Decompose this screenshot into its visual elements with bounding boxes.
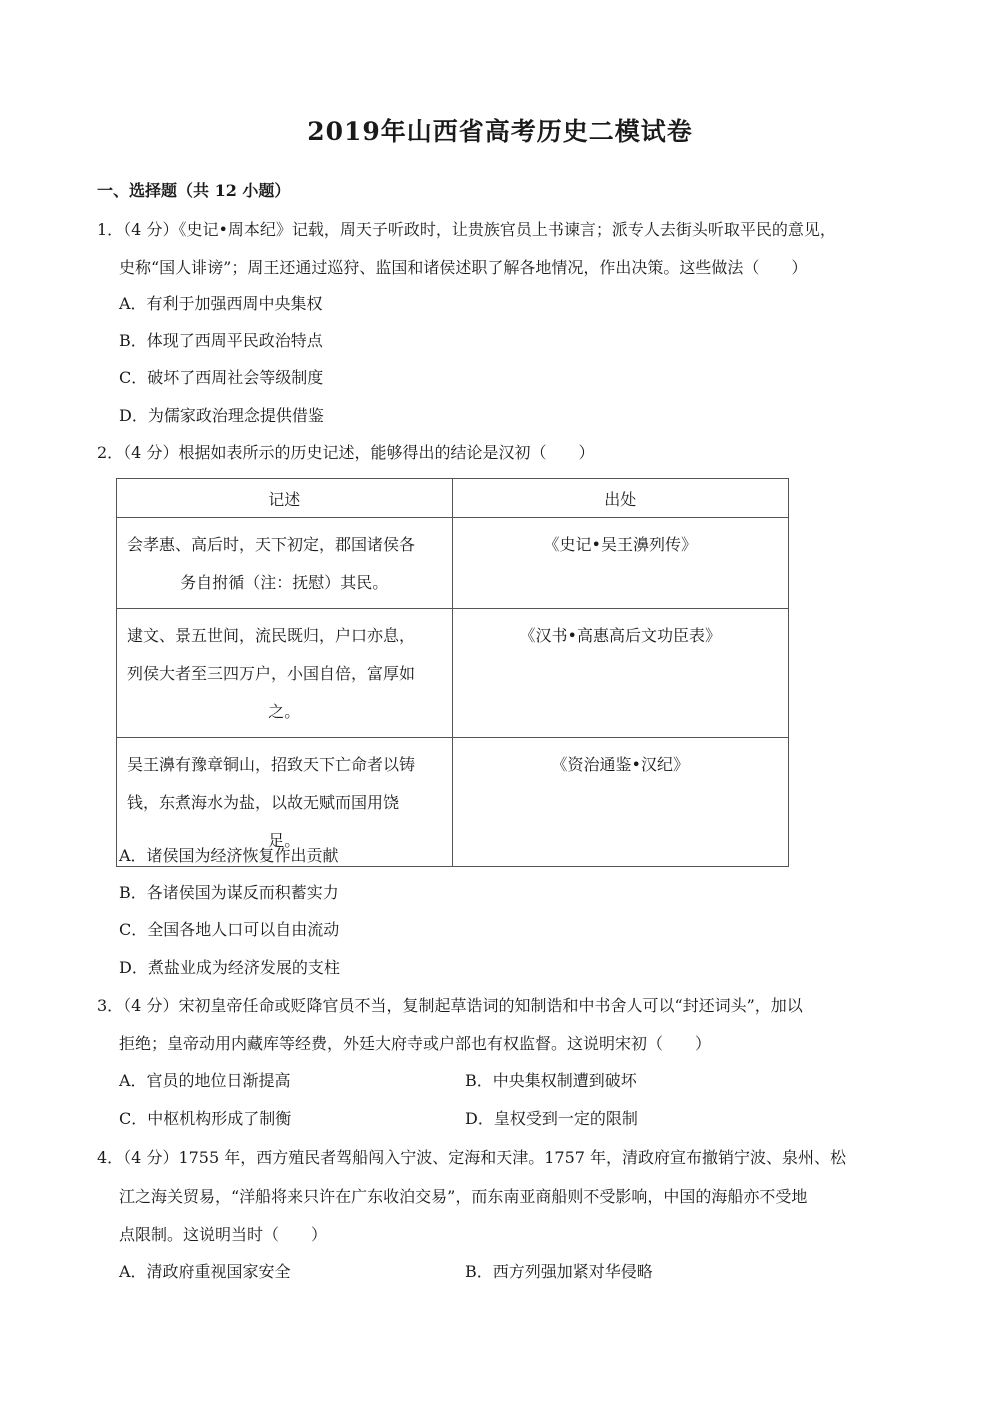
question-1-option-c[interactable]: C．破坏了西周社会等级制度 xyxy=(119,368,324,387)
question-4-line-2: 江之海关贸易，“洋船将来只许在广东收泊交易”，而东南亚商船则不受影响，中国的海船亦不受地 xyxy=(119,1187,808,1206)
record-text-line: 钱，东煮海水为盐，以故无赋而国用饶 xyxy=(127,793,400,812)
table-cell-record xyxy=(117,518,453,609)
question-3-option-c[interactable]: C．中枢机构形成了制衡 xyxy=(119,1109,292,1128)
table-header-record: 记述 xyxy=(117,479,453,518)
question-2-option-b[interactable]: B．各诸侯国为谋反而积蓄实力 xyxy=(119,883,339,902)
question-2-option-a[interactable]: A．诸侯国为经济恢复作出贡献 xyxy=(119,846,339,865)
question-2-option-c[interactable]: C．全国各地人口可以自由流动 xyxy=(119,920,340,939)
record-text-line: 逮文、景五世间，流民既归，户口亦息， xyxy=(127,626,416,645)
table-cell-source: 《汉书•高惠高后文功臣表》 xyxy=(452,609,788,738)
question-2-line-1: 2．（4 分）根据如表所示的历史记述，能够得出的结论是汉初（ ） xyxy=(97,443,595,462)
record-text-line: 之。 xyxy=(268,702,301,721)
question-1-option-b[interactable]: B．体现了西周平民政治特点 xyxy=(119,331,323,350)
history-table xyxy=(116,478,789,867)
question-4-option-a[interactable]: A．清政府重视国家安全 xyxy=(119,1262,291,1281)
section-heading: 一、选择题（共 12 小题） xyxy=(97,181,291,200)
question-3-option-b[interactable]: B．中央集权制遭到破坏 xyxy=(465,1071,637,1090)
table-cell-record xyxy=(117,609,453,738)
question-1-option-a[interactable]: A．有利于加强西周中央集权 xyxy=(119,294,323,313)
question-4-line-3: 点限制。这说明当时（ ） xyxy=(119,1225,328,1244)
table-row xyxy=(117,518,789,609)
question-4-option-b[interactable]: B．西方列强加紧对华侵略 xyxy=(465,1262,653,1281)
table-header-row xyxy=(117,479,789,518)
question-3-option-d[interactable]: D．皇权受到一定的限制 xyxy=(465,1109,638,1128)
record-text-line: 会孝惠、高后时，天下初定，郡国诸侯各 xyxy=(127,535,416,554)
question-1-option-d[interactable]: D．为儒家政治理念提供借鉴 xyxy=(119,406,324,425)
question-1-line-1: 1．（4 分）《史记•周本纪》记载，周天子听政时，让贵族官员上书谏言；派专人去街头听取平民的意见， xyxy=(97,220,836,239)
table-cell-source: 《资治通鉴•汉纪》 xyxy=(452,738,788,867)
question-3-line-1: 3．（4 分）宋初皇帝任命或贬降官员不当，复制起草诰词的知制诰和中书舍人可以“封还词头”，加以 xyxy=(97,996,803,1015)
question-1-line-2: 史称“国人诽谤”；周王还通过巡狩、监国和诸侯述职了解各地情况，作出决策。这些做法（ ） xyxy=(119,258,808,277)
table-header-source: 出处 xyxy=(452,479,788,518)
table-cell-source: 《史记•吴王濞列传》 xyxy=(452,518,788,609)
question-3-option-a[interactable]: A．官员的地位日渐提高 xyxy=(119,1071,291,1090)
question-2-option-d[interactable]: D．煮盐业成为经济发展的支柱 xyxy=(119,958,340,977)
record-text-line: 列侯大者至三四万户，小国自倍，富厚如 xyxy=(127,664,416,683)
question-4-line-1: 4．（4 分）1755 年，西方殖民者驾船闯入宁波、定海和天津。1757 年，清政府宣布撤销宁波、泉州、松 xyxy=(97,1148,847,1167)
record-text-line: 务自拊循（注：抚慰）其民。 xyxy=(180,573,389,592)
question-3-line-2: 拒绝；皇帝动用内藏库等经费，外廷大府寺或户部也有权监督。这说明宋初（ ） xyxy=(119,1034,712,1053)
record-text-line: 吴王濞有豫章铜山，招致天下亡命者以铸 xyxy=(127,755,416,774)
page-title: 2019年山西省高考历史二模试卷 xyxy=(307,117,693,146)
table-row xyxy=(117,609,789,738)
record-text-line: 足。 xyxy=(268,831,301,850)
